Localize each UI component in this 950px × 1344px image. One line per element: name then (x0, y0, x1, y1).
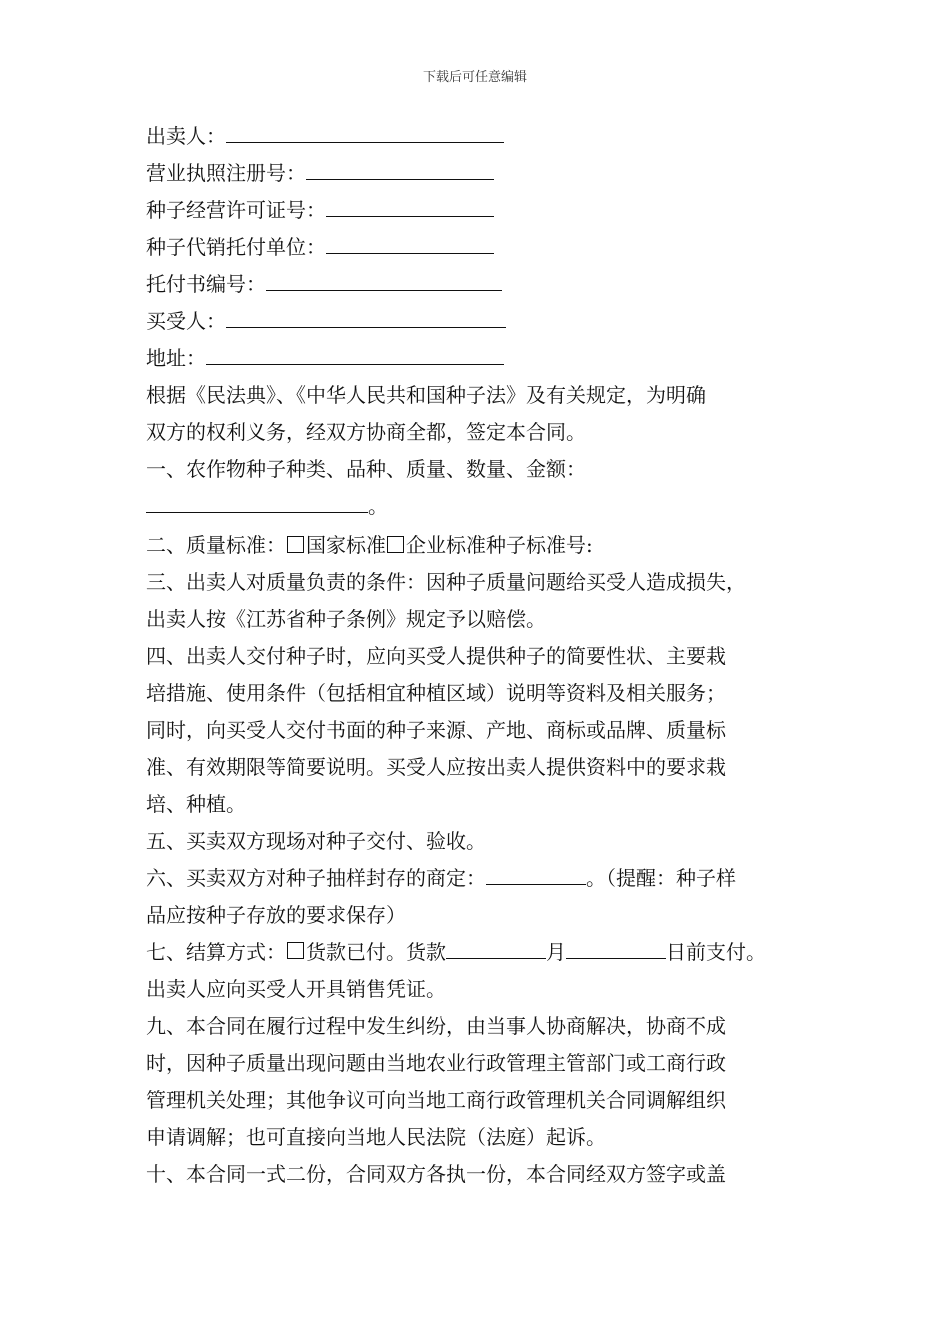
text-line: 双方的权利义务，经双方协商全都，签定本合同。 (146, 420, 586, 444)
text-line: 一、农作物种子种类、品种、质量、数量、金额： (146, 457, 586, 481)
clause-4 (146, 638, 826, 823)
contract-body (146, 118, 826, 1193)
field-label: 营业执照注册号： (146, 161, 306, 185)
clause-1 (146, 451, 826, 525)
field-permit (146, 192, 826, 229)
text-line: 出卖人应向买受人开具销售凭证。 (146, 977, 446, 1001)
blank-line[interactable] (146, 488, 368, 513)
page-header: 下载后可任意编辑 (422, 70, 527, 85)
text-line: 管理机关处理；其他争议可向当地工商行政管理机关合同调解组织 (146, 1088, 726, 1112)
checkbox-national-standard[interactable] (287, 536, 304, 553)
text-line: 培措施、使用条件（包括相宜种植区域）说明等资料及相关服务； (146, 681, 726, 705)
text-line: 同时，向买受人交付书面的种子来源、产地、商标或品牌、质量标 (146, 718, 726, 742)
text-fragment: 月 (546, 940, 566, 964)
intro-paragraph (146, 377, 826, 451)
field-label: 种子经营许可证号： (146, 198, 326, 222)
clause-2 (146, 527, 826, 564)
text-fragment: 日前支付。 (666, 940, 766, 964)
field-label: 托付书编号： (146, 272, 266, 296)
text-line: 三、出卖人对质量负责的条件：因种子质量问题给买受人造成损失， (146, 570, 746, 594)
field-license (146, 155, 826, 192)
checkbox-paid[interactable] (287, 942, 304, 959)
text-line (146, 860, 826, 897)
field-label: 地址： (146, 346, 206, 370)
text-fragment: 二、质量标准： (146, 533, 286, 557)
blank-line[interactable] (326, 229, 494, 254)
field-letter-no (146, 266, 826, 303)
clause-1-blank-row (146, 488, 826, 525)
checkbox-enterprise-standard[interactable] (387, 536, 404, 553)
blank-line[interactable] (326, 192, 494, 217)
text-line: 出卖人按《江苏省种子条例》规定予以赔偿。 (146, 607, 546, 631)
blank-line[interactable] (566, 934, 666, 959)
field-address (146, 340, 826, 377)
clause-6 (146, 860, 826, 934)
text-line: 时，因种子质量出现问题由当地农业行政管理主管部门或工商行政 (146, 1051, 726, 1075)
text-fragment: 货款已付。货款 (306, 940, 446, 964)
clause-9 (146, 1008, 826, 1156)
field-label: 出卖人： (146, 124, 226, 148)
text-line: 根据《民法典》、《中华人民共和国种子法》及有关规定，为明确 (146, 383, 706, 407)
clause-3 (146, 564, 826, 638)
text-line: 四、出卖人交付种子时，应向买受人提供种子的简要性状、主要栽 (146, 644, 726, 668)
blank-line[interactable] (226, 303, 506, 328)
field-buyer (146, 303, 826, 340)
text-fragment: 七、结算方式： (146, 940, 286, 964)
text-line: 申请调解；也可直接向当地人民法院（法庭）起诉。 (146, 1125, 606, 1149)
text-fragment: 六、买卖双方对种子抽样封存的商定： (146, 866, 486, 890)
text-line: 品应按种子存放的要求保存） (146, 903, 406, 927)
clause-10: 十、本合同一式二份，合同双方各执一份，本合同经双方签字或盖 (146, 1162, 726, 1186)
blank-line[interactable] (206, 340, 504, 365)
text-line: 培、种植。 (146, 792, 246, 816)
clause-7 (146, 934, 826, 1008)
blank-line[interactable] (226, 118, 504, 143)
blank-line[interactable] (266, 266, 502, 291)
blank-line[interactable] (486, 860, 586, 885)
text-line: 九、本合同在履行过程中发生纠纷，由当事人协商解决，协商不成 (146, 1014, 726, 1038)
field-label: 买受人： (146, 309, 226, 333)
text-line: 准、有效期限等简要说明。买受人应按出卖人提供资料中的要求栽 (146, 755, 726, 779)
text-fragment: 。（提醒：种子样 (586, 866, 736, 890)
text-line (146, 934, 826, 971)
field-seller (146, 118, 826, 155)
option-label: 企业标准种子标准号: (406, 533, 593, 557)
clause-5: 五、买卖双方现场对种子交付、验收。 (146, 829, 486, 853)
blank-line[interactable] (446, 934, 546, 959)
field-label: 种子代销托付单位： (146, 235, 326, 259)
text-fragment: 。 (368, 494, 388, 518)
option-label: 国家标准 (306, 533, 386, 557)
blank-line[interactable] (306, 155, 494, 180)
field-agent (146, 229, 826, 266)
